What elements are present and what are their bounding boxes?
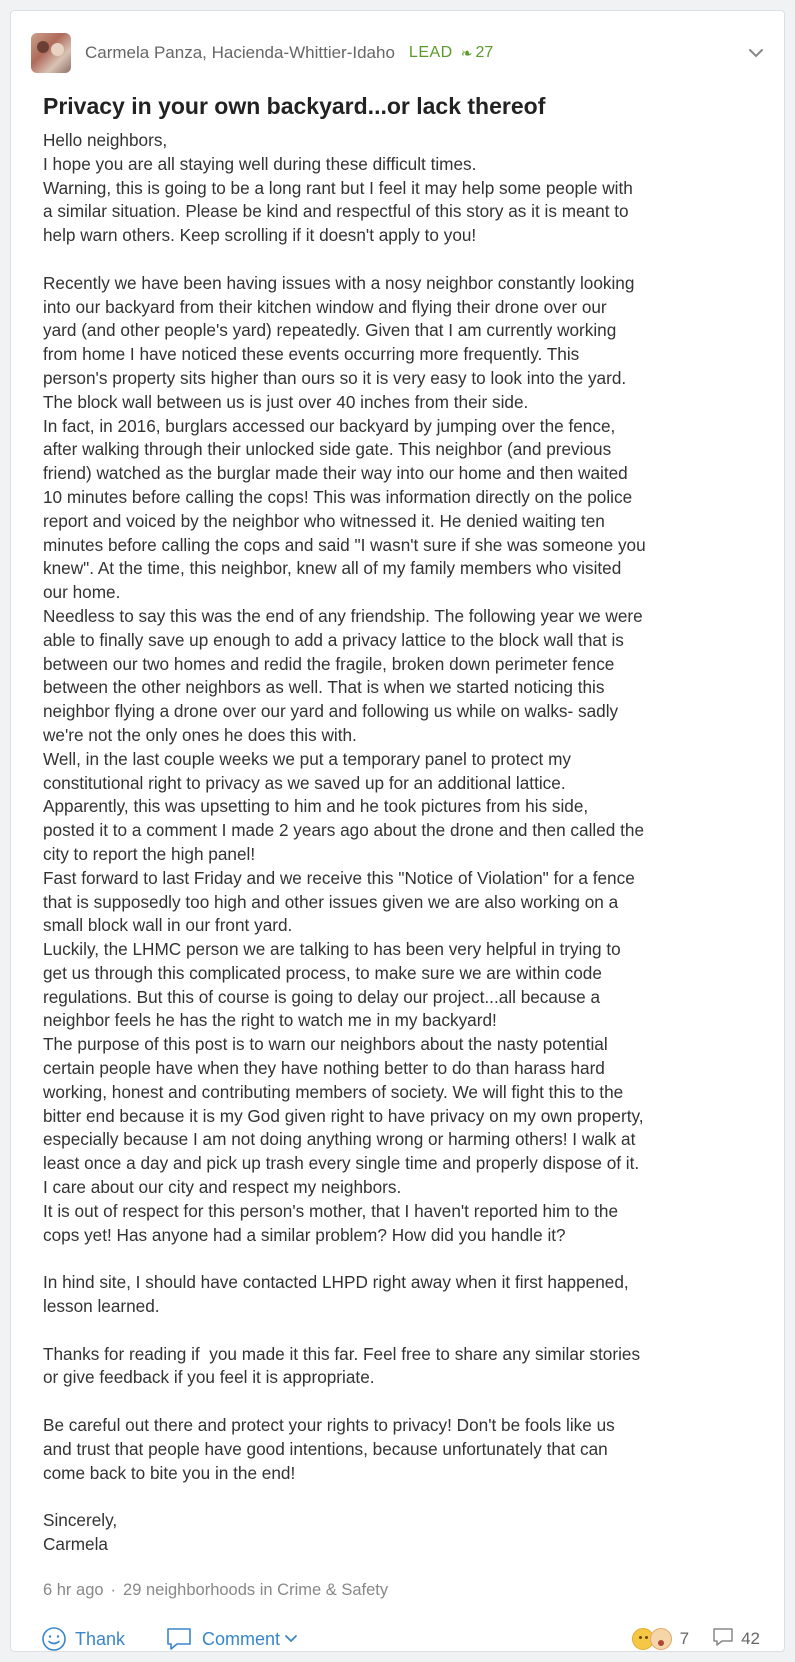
lead-badge: LEAD <box>408 44 453 61</box>
wow-reaction-icon[interactable] <box>650 1628 672 1650</box>
post-card <box>10 10 785 1652</box>
chevron-down-icon[interactable] <box>744 41 768 65</box>
reaction-count[interactable]: 7 <box>679 1629 690 1648</box>
post-stats <box>632 1626 760 1653</box>
leaf-icon: ❧ <box>460 44 473 61</box>
comment-button[interactable] <box>165 1626 298 1652</box>
audience-link[interactable]: 29 neighborhoods in Crime & Safety <box>123 1581 389 1599</box>
time-ago: 6 hr ago <box>43 1581 104 1599</box>
meta-separator: · <box>110 1581 117 1599</box>
comment-count[interactable]: 42 <box>741 1629 760 1648</box>
post-header <box>31 33 768 73</box>
author-name[interactable]: Carmela Panza, Hacienda-Whittier-Idaho <box>85 43 395 62</box>
lead-count: 27 <box>475 44 494 61</box>
thank-label: Thank <box>75 1628 126 1649</box>
comment-label: Comment <box>202 1628 281 1649</box>
thank-button[interactable] <box>41 1626 125 1652</box>
chevron-down-icon <box>284 1634 298 1644</box>
post-title: Privacy in your own backyard...or lack thereof <box>43 93 546 119</box>
avatar[interactable] <box>31 33 71 73</box>
post-body: Hello neighbors, I hope you are all staying well during these difficult times. Warning, this is going to be a long rant but I feel it may help some people with a similar situation. Please be kind and respectful of this story as it is meant to help warn others. Keep scrolling if it doesn't apply to you! Recently we have been having issues with a nosy neighbor constantly looking into our backyard from their kitchen window and flying their drone over our yard (and other people's yard) repeatedly. Given that I am currently working from home I have noticed these events occurring more frequently. This person's property sits higher than ours so it is very easy to look into the yard. The block wall between us is just over 40 inches from their side. In fact, in 2016, burglars accessed our backyard by jumping over the fence, after walking through their unlocked side gate. This neighbor (and previous friend) watched as the burglar made their way into our home and then waited 10 minutes before calling the cops! This was information directly on the police report and voiced by the neighbor who witnessed it. He denied waiting ten minutes before calling the cops and said "I wasn't sure if she was someone you knew". At the time, this neighbor, knew all of my family members who visited our home. Needless to say this was the end of any friendship. The following year we were able to finally save up enough to add a privacy lattice to the block wall that is between our two homes and redid the fragile, broken down perimeter fence between the other neighbors as well. That is when we started noticing this neighbor flying a drone over our yard and following us while on walks- sadly we're not the only ones he does this with. Well, in the last couple weeks we put a temporary panel to protect my constitutional right to privacy as we saved up for an additional lattice. Apparently, this was upsetting to him and he took pictures from his side, posted it to a comment I made 2 years ago about the drone and then called the city to report the high panel! Fast forward to last Friday and we receive this "Notice of Violation" for a fence that is supposedly too high and other issues given we are also working on a small block wall in our front yard. Luckily, the LHMC person we are talking to has been very helpful in trying to get us through this complicated process, to make sure we are within code regulations. But this of course is going to delay our project...all because a neighbor feels he has the right to watch me in my backyard! The purpose of this post is to warn our neighbors about the nasty potential certain people have when they have nothing better to do than harass hard working, honest and contributing members of society. We will fight this to the bitter end because it is my God given right to have privacy on my own property, especially because I am not doing anything wrong or harming others! I walk at least once a day and pick up trash every single time and properly dispose of it. I care about our city and respect my neighbors. It is out of respect for this person's mother, that I haven't reported him to the cops yet! Has anyone had a similar problem? How did you handle it? In hind site, I should have contacted LHPD right away when it first happened, lesson learned. Thanks for reading if you made it this far. Feel free to share any similar stories or give feedback if you feel it is appropriate. Be careful out there and protect your rights to privacy! Don't be fools like us and trust that people have good intentions, because unfortunately that can come back to bite you in the end! Sincerely, Carmela <box>43 130 646 1555</box>
smile-icon <box>41 1626 67 1652</box>
post-meta <box>43 1581 388 1600</box>
action-bar <box>41 1624 760 1654</box>
comment-icon <box>165 1626 193 1652</box>
comment-count-icon[interactable] <box>711 1626 735 1653</box>
